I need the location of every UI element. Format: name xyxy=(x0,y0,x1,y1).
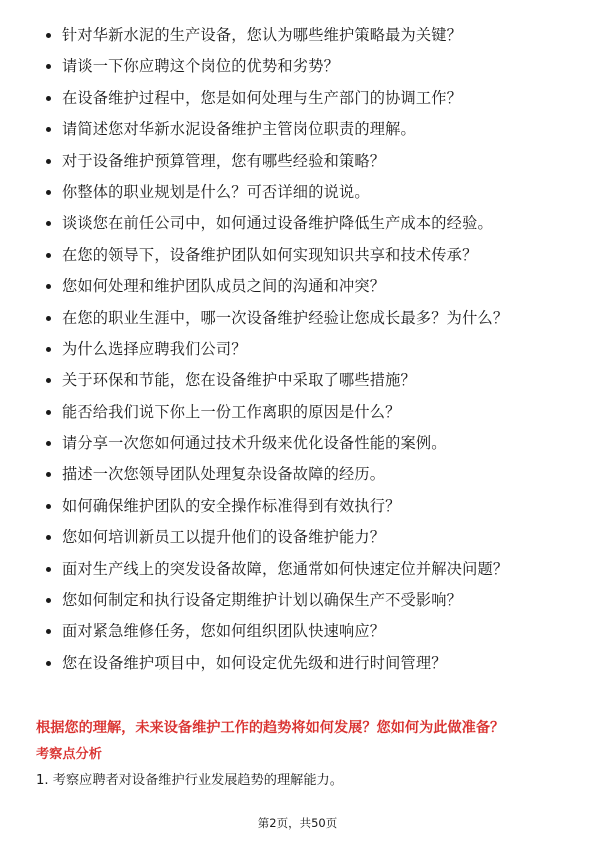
question-item xyxy=(0,179,595,206)
question-text: 请谈一下你应聘这个岗位的优势和劣势？ xyxy=(62,57,339,76)
question-text: 描述一次您领导团队处理复杂设备故障的经历。 xyxy=(62,465,386,484)
question-item xyxy=(0,336,595,363)
question-item xyxy=(0,273,595,300)
question-text: 你整体的职业规划是什么？可否详细的说说。 xyxy=(62,182,370,201)
bullet-icon xyxy=(46,472,51,477)
bullet-icon xyxy=(46,190,51,195)
question-text: 针对华新水泥的生产设备，您认为哪些维护策略最为关键？ xyxy=(62,26,463,44)
bullet-icon xyxy=(46,441,51,446)
question-item xyxy=(0,22,595,49)
question-item xyxy=(0,587,595,614)
analysis-item: 1. 考察应聘者对设备维护行业发展趋势的理解能力。 xyxy=(36,773,343,788)
question-item xyxy=(0,148,595,175)
question-text: 在设备维护过程中，您是如何处理与生产部门的协调工作？ xyxy=(62,88,463,107)
question-item xyxy=(0,524,595,551)
bullet-icon xyxy=(46,535,51,540)
bullet-icon xyxy=(46,33,51,38)
question-text: 能否给我们说下你上一份工作离职的原因是什么？ xyxy=(62,402,401,421)
question-text: 在您的领导下，设备维护团队如何实现知识共享和技术传承？ xyxy=(62,245,478,264)
bullet-icon xyxy=(46,64,51,69)
question-text: 对于设备维护预算管理，您有哪些经验和策略？ xyxy=(62,151,386,170)
question-item xyxy=(0,399,595,426)
bullet-icon xyxy=(46,598,51,603)
question-item xyxy=(0,493,595,520)
bullet-icon xyxy=(46,629,51,634)
question-item xyxy=(0,367,595,394)
question-text: 为什么选择应聘我们公司？ xyxy=(62,339,247,358)
bullet-icon xyxy=(46,347,51,352)
bullet-icon xyxy=(46,127,51,132)
question-text: 面对生产线上的突发设备故障，您通常如何快速定位并解决问题？ xyxy=(62,559,509,578)
bullet-icon xyxy=(46,284,51,289)
question-text: 您在设备维护项目中，如何设定优先级和进行时间管理？ xyxy=(62,653,447,672)
question-text: 您如何制定和执行设备定期维护计划以确保生产不受影响？ xyxy=(62,591,463,610)
question-item xyxy=(0,461,595,488)
question-item xyxy=(0,85,595,112)
bullet-icon xyxy=(46,661,51,666)
question-item xyxy=(0,305,595,332)
question-text: 关于环保和节能，您在设备维护中采取了哪些措施？ xyxy=(62,371,416,390)
page-number: 第2页，共50页 xyxy=(257,816,338,830)
bullet-icon xyxy=(46,159,51,164)
bullet-icon xyxy=(46,316,51,321)
question-item xyxy=(0,242,595,269)
question-text: 请简述您对华新水泥设备维护主管岗位职责的理解。 xyxy=(62,120,416,139)
bullet-icon xyxy=(46,221,51,226)
question-item xyxy=(0,618,595,645)
question-item xyxy=(0,650,595,677)
bullet-icon xyxy=(46,567,51,572)
question-item xyxy=(0,210,595,237)
question-text: 您如何处理和维护团队成员之间的沟通和冲突？ xyxy=(62,277,386,296)
question-text: 如何确保维护团队的安全操作标准得到有效执行？ xyxy=(62,496,401,515)
question-text: 请分享一次您如何通过技术升级来优化设备性能的案例。 xyxy=(62,434,447,453)
question-list xyxy=(0,22,595,681)
question-text: 面对紧急维修任务，您如何组织团队快速响应？ xyxy=(62,622,386,641)
question-item xyxy=(0,53,595,80)
highlight-question: 根据您的理解，未来设备维护工作的趋势将如何发展？您如何为此做准备？ xyxy=(36,720,505,736)
bullet-icon xyxy=(46,410,51,415)
question-item xyxy=(0,430,595,457)
question-item xyxy=(0,556,595,583)
analysis-heading: 考察点分析 xyxy=(36,747,102,762)
question-text: 在您的职业生涯中，哪一次设备维护经验让您成长最多？为什么？ xyxy=(62,308,509,327)
bullet-icon xyxy=(46,378,51,383)
bullet-icon xyxy=(46,253,51,258)
question-text: 谈谈您在前任公司中，如何通过设备维护降低生产成本的经验。 xyxy=(62,214,493,233)
question-text: 您如何培训新员工以提升他们的设备维护能力？ xyxy=(62,528,386,547)
bullet-icon xyxy=(46,504,51,509)
bullet-icon xyxy=(46,96,51,101)
question-item xyxy=(0,116,595,143)
